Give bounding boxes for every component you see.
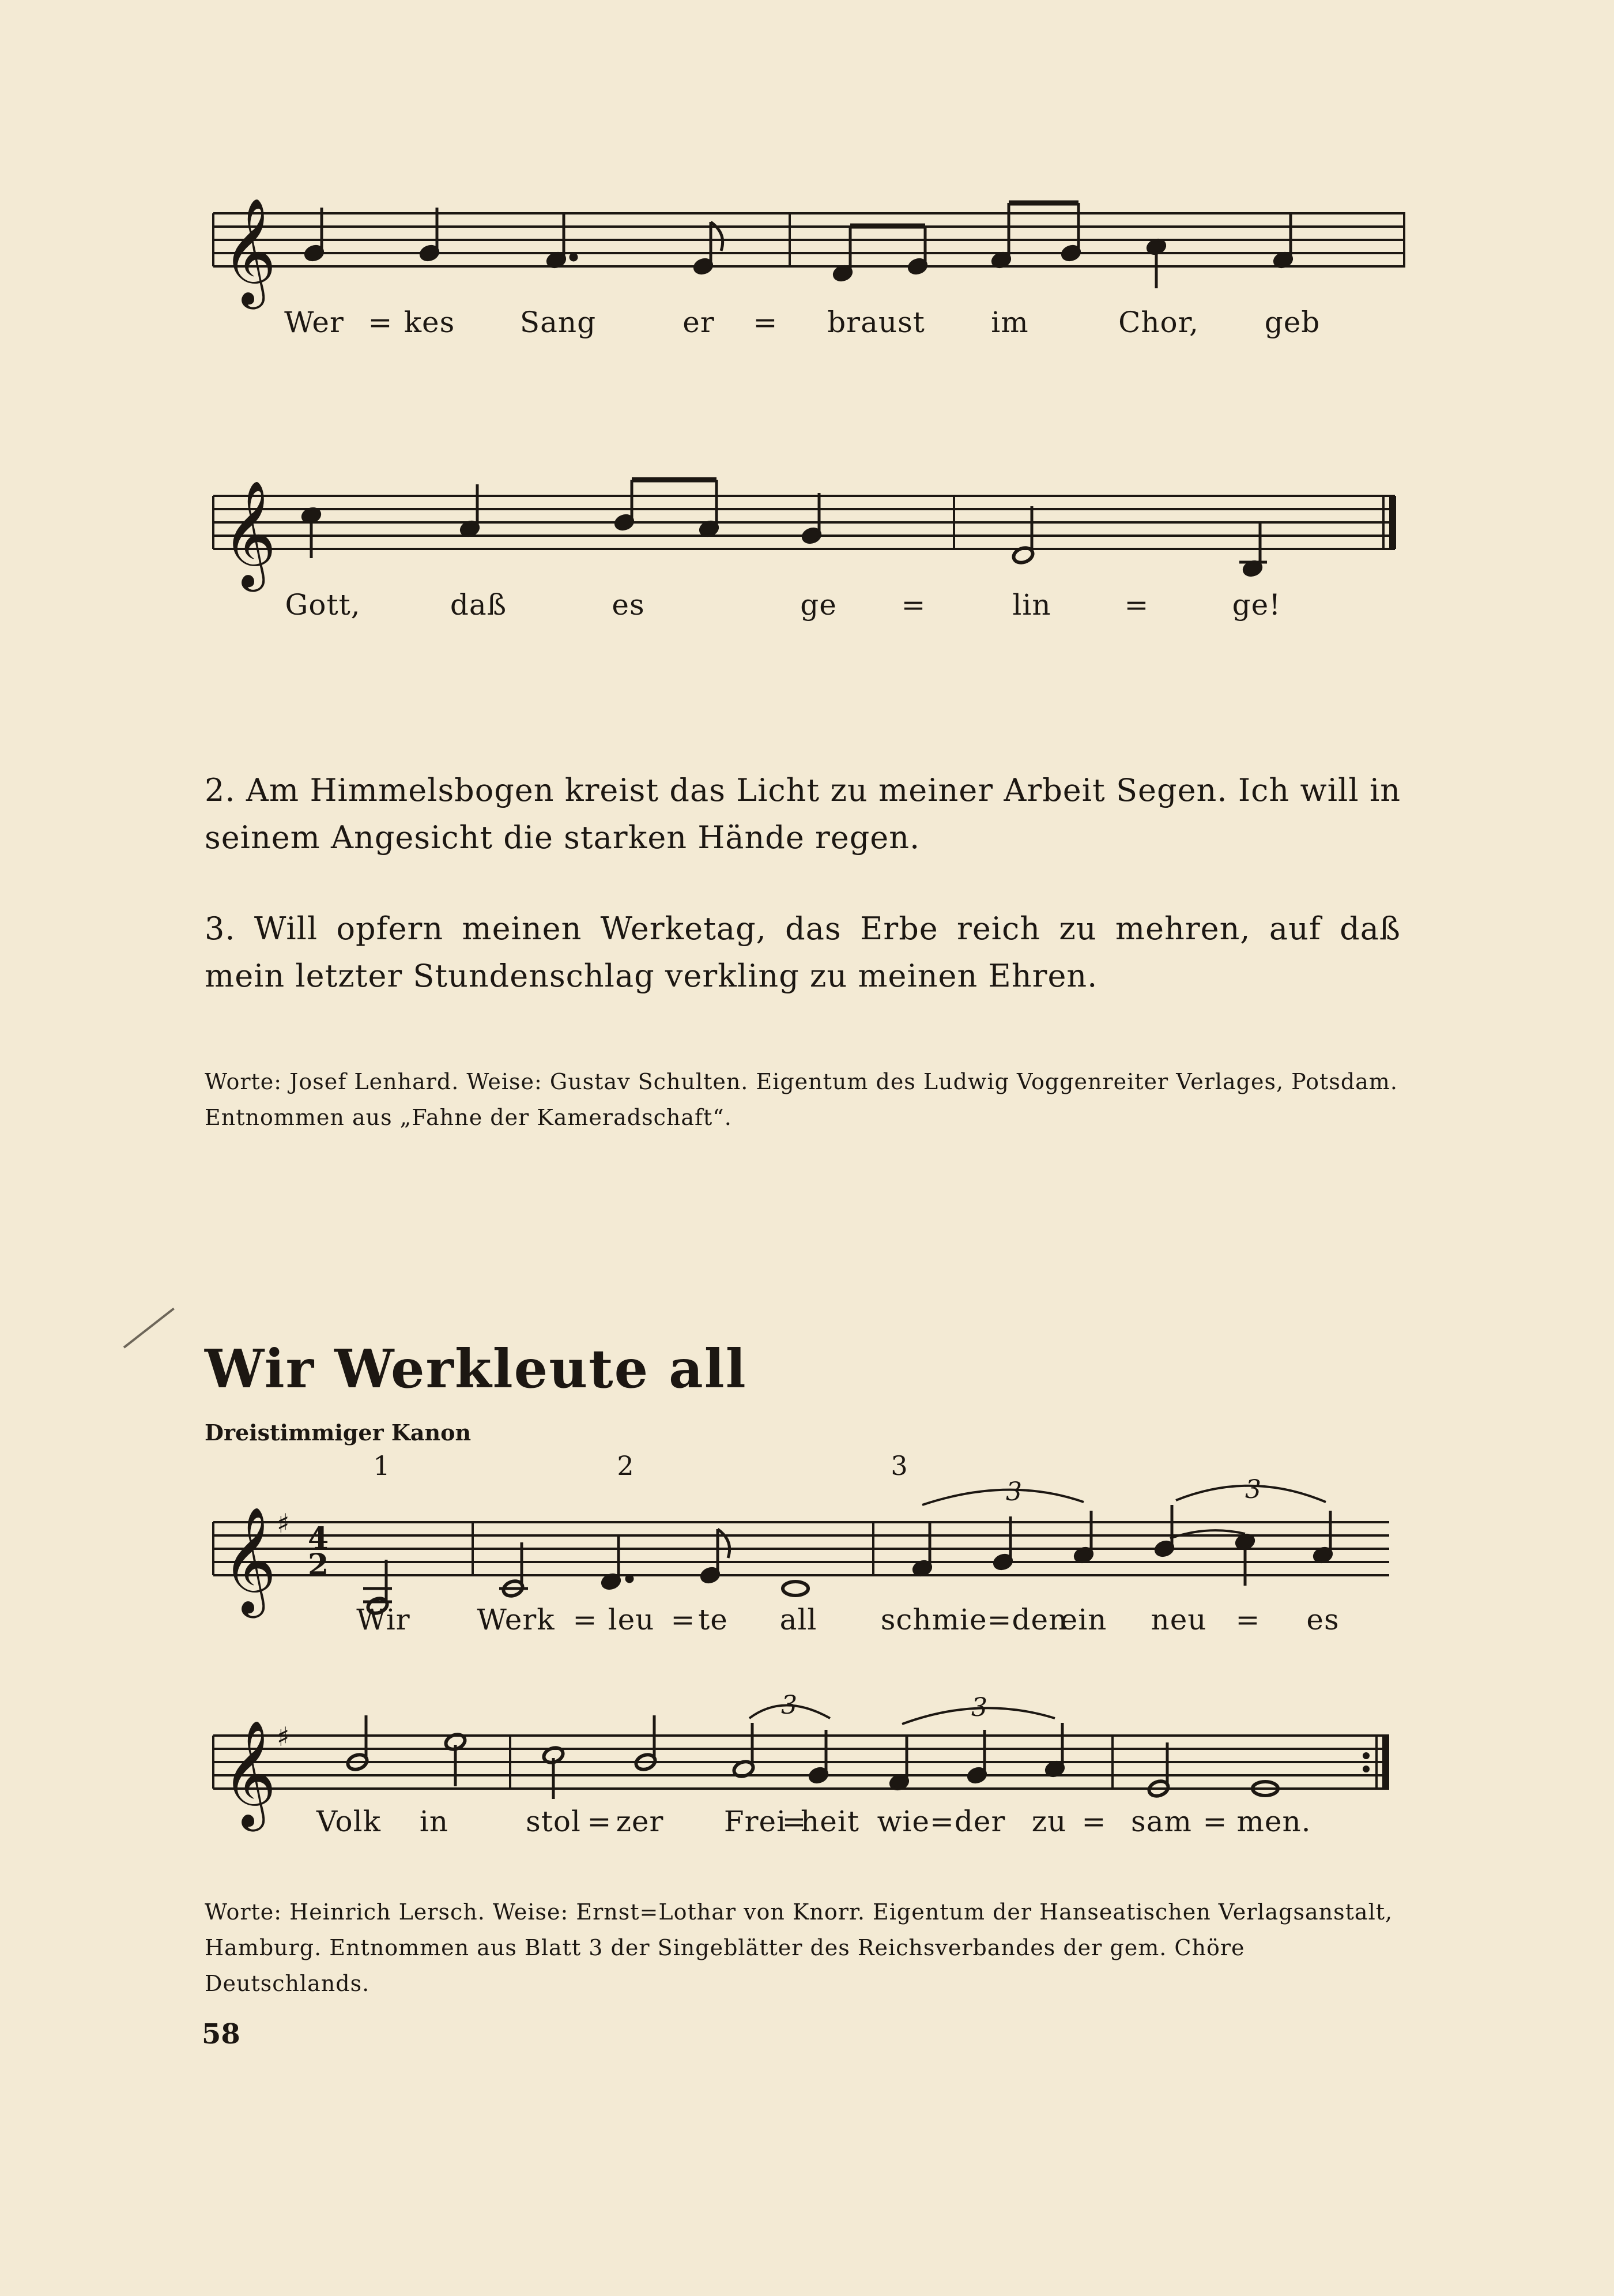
- song-title: Wir Werkleute all: [205, 1338, 747, 1400]
- lyric-syllable: zer: [616, 1805, 664, 1838]
- treble-clef-icon: 𝄞: [222, 1719, 277, 1827]
- lyric-syllable: im: [991, 306, 1029, 339]
- treble-clef-icon: 𝄞: [222, 479, 277, 587]
- pencil-mark: [123, 1308, 175, 1349]
- triplet-mark: 3: [781, 1691, 797, 1720]
- lyric-syllable: Chor,: [1118, 306, 1199, 339]
- lyrics-line-1: [0, 306, 1614, 357]
- lyric-syllable: Volk: [316, 1805, 381, 1838]
- staff-system-3: [0, 1465, 1614, 1649]
- treble-clef-icon: 𝄞: [222, 197, 277, 304]
- lyric-syllable: =: [670, 1603, 696, 1636]
- lyric-syllable: =: [901, 588, 926, 622]
- lyric-syllable: daß: [450, 588, 507, 622]
- lyric-syllable: Werk: [477, 1603, 555, 1636]
- song-subtitle: Dreistimmiger Kanon: [205, 1420, 472, 1446]
- verse-3: 3. Will opfern meinen Werketag, das Erbe reich zu mehren, auf daß mein letzter Stundenschlag verkling zu meinen Ehren.: [205, 910, 1401, 994]
- lyrics-line-4: [0, 1805, 1614, 1857]
- lyric-syllable: Wir: [356, 1603, 410, 1636]
- credit-song-1: Worte: Josef Lenhard. Weise: Gustav Schulten. Eigentum des Ludwig Voggenreiter Verlages, Potsdam. Entnommen aus „Fahne der Kameradschaft“.: [205, 1069, 1398, 1130]
- staff-system-4: [0, 1661, 1614, 1857]
- lyric-syllable: zu: [1031, 1805, 1067, 1838]
- lyric-syllable: es: [612, 588, 645, 622]
- canon-entry-3: 3: [891, 1450, 908, 1481]
- triplet-mark: 3: [1245, 1475, 1261, 1504]
- lyric-syllable: es: [1306, 1603, 1340, 1636]
- lyric-syllable: te: [698, 1603, 728, 1636]
- lyric-syllable: sam: [1131, 1805, 1192, 1838]
- lyric-syllable: =: [1124, 588, 1149, 622]
- lyric-syllable: heit: [801, 1805, 859, 1838]
- lyric-syllable: ge!: [1232, 588, 1281, 622]
- triplet-mark: 3: [1006, 1477, 1022, 1507]
- sharp-icon: ♯: [277, 1721, 290, 1752]
- lyric-syllable: er: [682, 306, 715, 339]
- lyric-syllable: Frei: [723, 1805, 787, 1838]
- sharp-icon: ♯: [277, 1508, 290, 1539]
- lyric-syllable: =: [753, 306, 778, 339]
- lyric-syllable: geb: [1264, 306, 1321, 339]
- lyric-syllable: Gott,: [285, 588, 361, 622]
- lyric-syllable: =: [587, 1805, 612, 1838]
- treble-clef-icon: 𝄞: [222, 1505, 277, 1613]
- triplet-mark: 3: [971, 1693, 987, 1722]
- lyric-syllable: =: [1081, 1805, 1107, 1838]
- staff-system-1: [0, 190, 1614, 352]
- lyric-syllable: men.: [1236, 1805, 1311, 1838]
- lyric-syllable: leu: [608, 1603, 655, 1636]
- staff-system-2: [0, 461, 1614, 634]
- page-number: 58: [202, 2018, 240, 2050]
- lyric-syllable: =: [1235, 1603, 1261, 1636]
- lyric-syllable: stol: [526, 1805, 581, 1838]
- lyric-syllable: ein: [1060, 1603, 1107, 1636]
- lyric-syllable: schmie=den: [880, 1603, 1068, 1636]
- verse-2: 2. Am Himmelsbogen kreist das Licht zu meiner Arbeit Segen. Ich will in seinem Angesicht die starken Hände regen.: [205, 772, 1401, 856]
- canon-entry-1: 1: [373, 1450, 390, 1481]
- lyric-syllable: =: [782, 1805, 807, 1838]
- lyric-syllable: =: [1202, 1805, 1228, 1838]
- credit-song-2: Worte: Heinrich Lersch. Weise: Ernst=Lothar von Knorr. Eigentum der Hanseatischen Verlagsanstalt, Hamburg. Entnommen aus Blatt 3 der Singeblätter des Reichsverbandes der gem. Chöre Deutschlands.: [205, 1899, 1393, 1996]
- lyric-syllable: neu: [1151, 1603, 1207, 1636]
- lyric-syllable: lin: [1012, 588, 1051, 622]
- lyric-syllable: wie=der: [877, 1805, 1006, 1838]
- lyrics-line-2: [0, 588, 1614, 640]
- lyric-syllable: kes: [404, 306, 455, 339]
- lyric-syllable: in: [419, 1805, 449, 1838]
- lyrics-line-3: [0, 1603, 1614, 1655]
- canon-entry-2: 2: [617, 1450, 634, 1481]
- lyric-syllable: braust: [827, 306, 925, 339]
- time-signature-top: 4: [308, 1521, 329, 1556]
- lyric-syllable: =: [572, 1603, 598, 1636]
- time-signature-bottom: 2: [308, 1548, 329, 1583]
- lyric-syllable: =: [368, 306, 393, 339]
- lyric-syllable: ge: [800, 588, 837, 622]
- lyric-syllable: Sang: [519, 306, 597, 339]
- lyric-syllable: all: [779, 1603, 817, 1636]
- lyric-syllable: Wer: [284, 306, 344, 339]
